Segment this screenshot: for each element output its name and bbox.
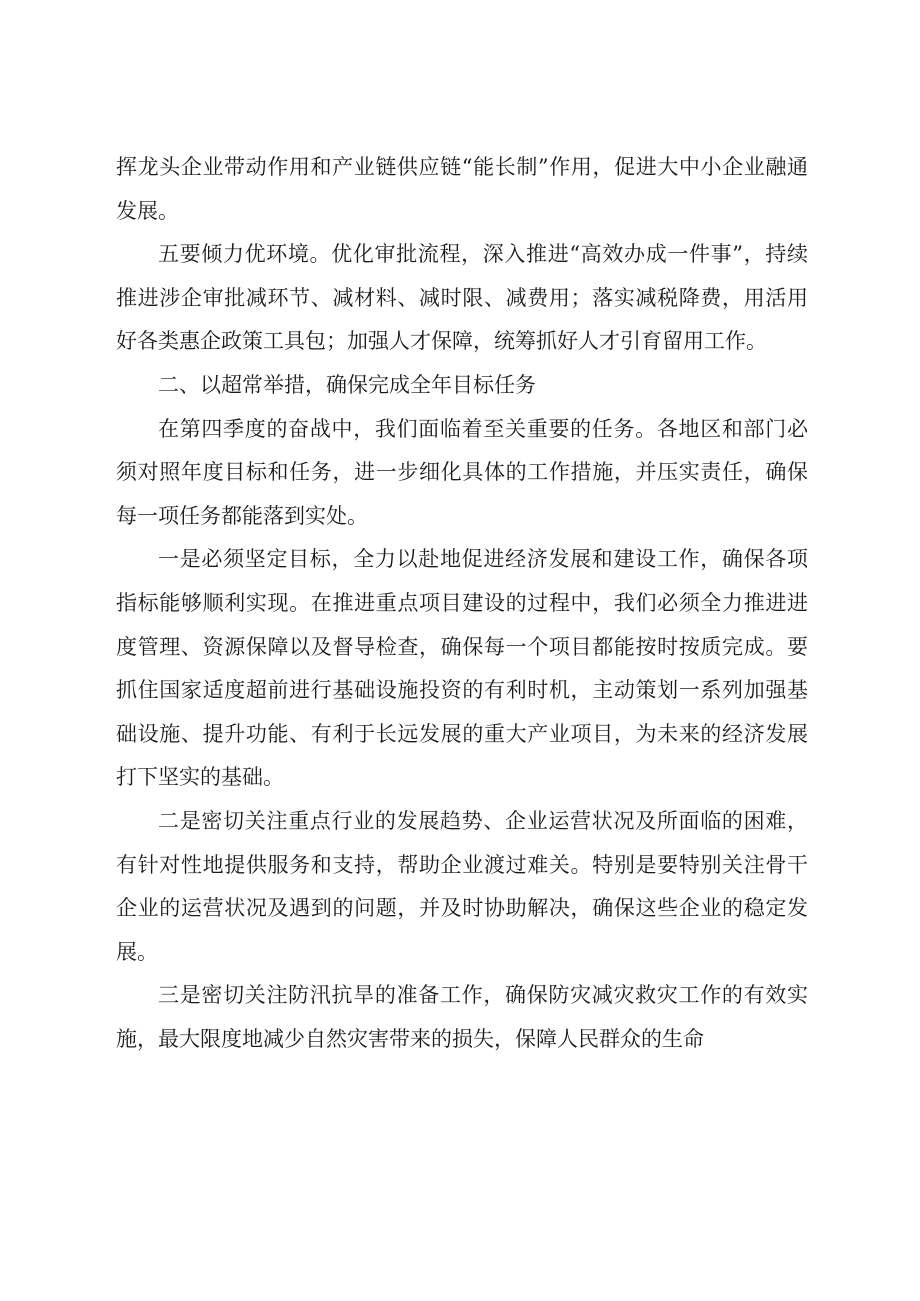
paragraph-point-three: 三是密切关注防汛抗旱的准备工作，确保防灾减灾救灾工作的有效实施，最大限度地减少自然灾害带来的损失，保障人民群众的生命: [116, 983, 808, 1051]
paragraph-environment: 五要倾力优环境。优化审批流程，深入推进“高效办成一件事”，持续推进涉企审批减环节、减材料、减时限、减费用；落实减税降费，用活用好各类惠企政策工具包；加强人才保障，统筹抓好人才引育留用工作。: [116, 242, 808, 354]
document-body: [116, 146, 808, 1061]
paragraph-point-one: 一是必须坚定目标，全力以赴地促进经济发展和建设工作，确保各项指标能够顺利实现。在推进重点项目建设的过程中，我们必须全力推进进度管理、资源保障以及督导检查，确保每一个项目都能按时按质完成。要抓住国家适度超前进行基础设施投资的有利时机，主动策划一系列加强基础设施、提升功能、有利于长远发展的重大产业项目，为未来的经济发展打下坚实的基础。: [116, 547, 808, 790]
paragraph-point-two: 二是密切关注重点行业的发展趋势、企业运营状况及所面临的困难，有针对性地提供服务和支持，帮助企业渡过难关。特别是要特别关注骨干企业的运营状况及遇到的问题，并及时协助解决，确保这些企业的稳定发展。: [116, 808, 808, 964]
paragraph-continued: 挥龙头企业带动作用和产业链供应链“能长制”作用，促进大中小企业融通发展。: [116, 155, 808, 223]
section-heading: 二、以超常举措，确保完成全年目标任务: [158, 372, 536, 397]
paragraph-fourth-quarter: 在第四季度的奋战中，我们面临着至关重要的任务。各地区和部门必须对照年度目标和任务，进一步细化具体的工作措施，并压实责任，确保每一项任务都能落到实处。: [116, 416, 808, 528]
